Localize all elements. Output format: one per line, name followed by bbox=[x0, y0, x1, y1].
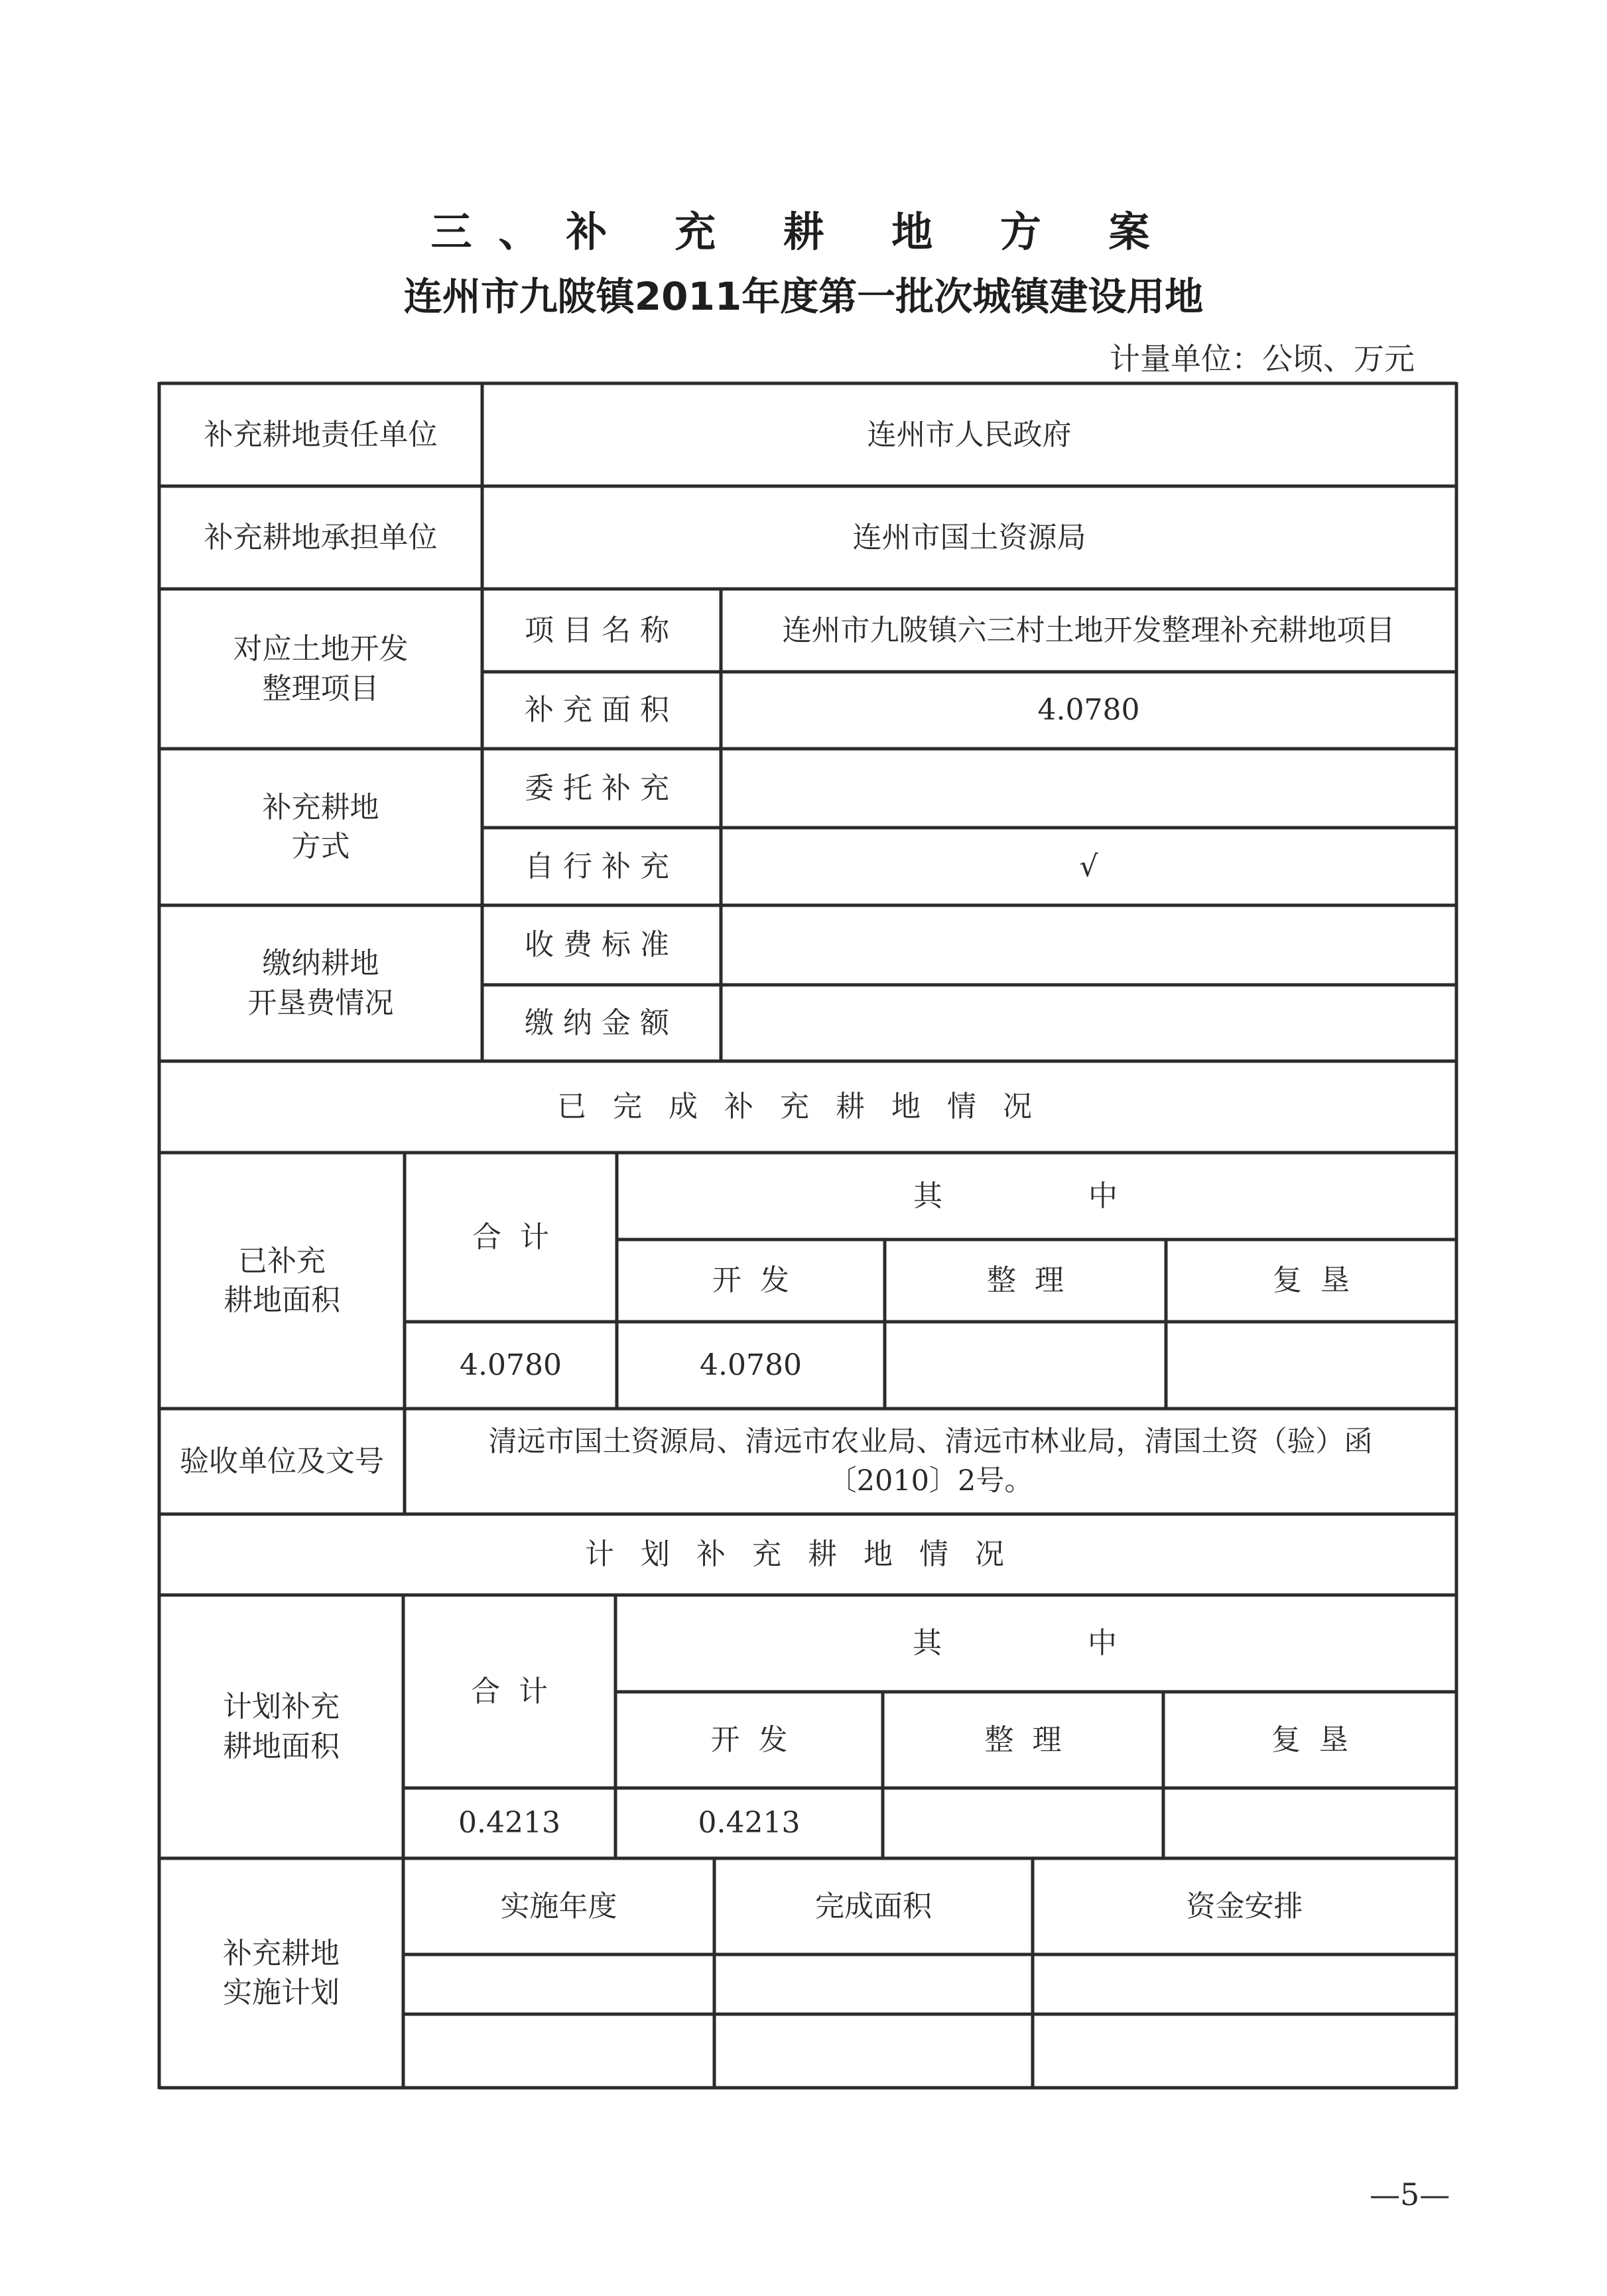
project-area-label bbox=[482, 672, 721, 749]
checkmark-icon: √ bbox=[1079, 849, 1098, 883]
self-supplement-label-text: 自行补充 bbox=[525, 849, 678, 883]
completed-col-reclamation bbox=[1166, 1240, 1456, 1322]
fee-amount-label bbox=[482, 985, 721, 1061]
implementation-col-area bbox=[714, 1858, 1033, 1954]
planned-area-label-line2: 耕地面积 bbox=[223, 1729, 340, 1763]
project-area-label-text: 补充面积 bbox=[525, 693, 678, 728]
implementation-row2-year bbox=[403, 2014, 714, 2088]
planned-development-value-text: 0.4213 bbox=[698, 1806, 801, 1840]
undertaking-unit-label bbox=[159, 486, 482, 589]
page-title: 三、补 充 耕 地 方 案 bbox=[430, 208, 1177, 256]
page-number: —5— bbox=[1370, 2177, 1450, 2212]
implementation-row1-year bbox=[403, 1954, 714, 2014]
project-name-label-text: 项目名称 bbox=[525, 613, 678, 647]
project-area-value bbox=[721, 672, 1456, 749]
planned-total-value-text: 0.4213 bbox=[458, 1806, 560, 1840]
method-label-line2: 方式 bbox=[291, 830, 350, 863]
planned-section-title bbox=[159, 1514, 1456, 1595]
implementation-label-line1: 补充耕地 bbox=[223, 1936, 340, 1970]
implementation-row2-area bbox=[714, 2014, 1033, 2088]
fee-standard-label bbox=[482, 905, 721, 985]
entrusted-value bbox=[721, 749, 1456, 828]
planned-reclamation-value bbox=[1163, 1788, 1456, 1858]
planned-col-reclamation-text: 复 垦 bbox=[1271, 1722, 1348, 1757]
fee-label bbox=[159, 905, 482, 1061]
project-label-line2: 整理项目 bbox=[262, 671, 379, 706]
project-label bbox=[159, 589, 482, 749]
planned-consolidation-value bbox=[883, 1788, 1163, 1858]
self-supplement-label bbox=[482, 828, 721, 905]
completed-col-reclamation-text: 复 垦 bbox=[1273, 1263, 1350, 1298]
fee-standard-label-text: 收费标准 bbox=[525, 928, 678, 962]
planned-col-consolidation-text: 整 理 bbox=[984, 1722, 1062, 1757]
completed-section-title-text: 已完成补充耕地情况 bbox=[557, 1090, 1059, 1124]
implementation-col-funding bbox=[1033, 1858, 1456, 1954]
project-name-value bbox=[721, 589, 1456, 672]
planned-col-consolidation bbox=[883, 1692, 1163, 1788]
acceptance-value-line2: 〔2010〕2号。 bbox=[828, 1464, 1033, 1498]
completed-among-header bbox=[617, 1153, 1456, 1240]
completed-among-header-text: 其 中 bbox=[913, 1179, 1160, 1213]
planned-section-title-text: 计划补充耕地情况 bbox=[585, 1537, 1031, 1572]
fee-amount-value bbox=[721, 985, 1456, 1061]
implementation-row1-funding bbox=[1033, 1954, 1456, 2014]
completed-reclamation-value bbox=[1166, 1322, 1456, 1409]
completed-total-value bbox=[405, 1322, 617, 1409]
completed-area-label-line1: 已补充 bbox=[238, 1244, 326, 1278]
method-label-line1: 补充耕地 bbox=[262, 790, 379, 824]
project-area-value-text: 4.0780 bbox=[1037, 693, 1140, 728]
undertaking-unit-value bbox=[482, 486, 1456, 589]
completed-col-consolidation bbox=[885, 1240, 1166, 1322]
fee-standard-value bbox=[721, 905, 1456, 985]
responsible-unit-label bbox=[159, 383, 482, 486]
planned-total-value bbox=[403, 1788, 615, 1858]
method-label bbox=[159, 749, 482, 905]
responsible-unit-value-text: 连州市人民政府 bbox=[867, 417, 1072, 452]
completed-area-label-line2: 耕地面积 bbox=[224, 1283, 340, 1317]
acceptance-value bbox=[405, 1409, 1456, 1514]
implementation-row2-funding bbox=[1033, 2014, 1456, 2088]
fee-amount-label-text: 缴纳金额 bbox=[525, 1005, 678, 1040]
planned-development-value bbox=[615, 1788, 883, 1858]
completed-col-consolidation-text: 整 理 bbox=[987, 1263, 1064, 1298]
project-label-line1: 对应土地开发 bbox=[233, 632, 409, 667]
completed-total-value-text: 4.0780 bbox=[460, 1348, 562, 1382]
planned-col-reclamation bbox=[1163, 1692, 1456, 1788]
acceptance-label-text: 验收单位及文号 bbox=[180, 1444, 384, 1478]
completed-consolidation-value bbox=[885, 1322, 1166, 1409]
completed-total-header bbox=[405, 1153, 617, 1322]
fee-label-line2: 开垦费情况 bbox=[247, 986, 394, 1020]
planned-total-header bbox=[403, 1595, 615, 1788]
planned-among-header bbox=[615, 1595, 1456, 1692]
planned-area-label bbox=[159, 1595, 403, 1858]
implementation-row1-area bbox=[714, 1954, 1033, 2014]
unit-label: 计量单位：公顷、万元 bbox=[1110, 341, 1415, 377]
undertaking-unit-value-text: 连州市国土资源局 bbox=[852, 520, 1086, 554]
responsible-unit-label-text: 补充耕地责任单位 bbox=[204, 417, 438, 452]
page-subtitle: 连州市九陂镇2011年度第一批次城镇建设用地 bbox=[403, 274, 1204, 319]
fee-label-line1: 缴纳耕地 bbox=[262, 946, 379, 981]
responsible-unit-value bbox=[482, 383, 1456, 486]
completed-section-title bbox=[159, 1061, 1456, 1153]
planned-among-header-text: 其 中 bbox=[913, 1626, 1159, 1661]
planned-col-development-text: 开 发 bbox=[710, 1722, 788, 1757]
completed-area-label bbox=[159, 1153, 405, 1409]
completed-development-value bbox=[617, 1322, 885, 1409]
completed-col-development-text: 开 发 bbox=[712, 1263, 789, 1298]
acceptance-label bbox=[159, 1409, 405, 1514]
implementation-label bbox=[159, 1858, 403, 2088]
undertaking-unit-label-text: 补充耕地承担单位 bbox=[204, 520, 438, 554]
implementation-label-line2: 实施计划 bbox=[223, 1976, 340, 2009]
completed-development-value-text: 4.0780 bbox=[700, 1348, 802, 1382]
planned-col-development bbox=[615, 1692, 883, 1788]
implementation-col-area-text: 完成面积 bbox=[815, 1889, 932, 1923]
planned-area-label-line1: 计划补充 bbox=[223, 1690, 340, 1724]
entrusted-label-text: 委托补充 bbox=[525, 771, 678, 805]
implementation-col-year bbox=[403, 1858, 714, 1954]
completed-col-development bbox=[617, 1240, 885, 1322]
entrusted-label bbox=[482, 749, 721, 828]
self-supplement-value bbox=[721, 828, 1456, 905]
completed-total-header-text: 合 计 bbox=[472, 1220, 549, 1254]
implementation-col-year-text: 实施年度 bbox=[500, 1889, 617, 1923]
planned-total-header-text: 合 计 bbox=[471, 1674, 548, 1708]
project-name-value-text: 连州市九陂镇六三村土地开发整理补充耕地项目 bbox=[782, 613, 1395, 647]
implementation-col-funding-text: 资金安排 bbox=[1186, 1889, 1303, 1923]
project-name-label bbox=[482, 589, 721, 672]
acceptance-value-line1: 清远市国土资源局、清远市农业局、清远市林业局，清国土资（验）函 bbox=[488, 1425, 1373, 1459]
